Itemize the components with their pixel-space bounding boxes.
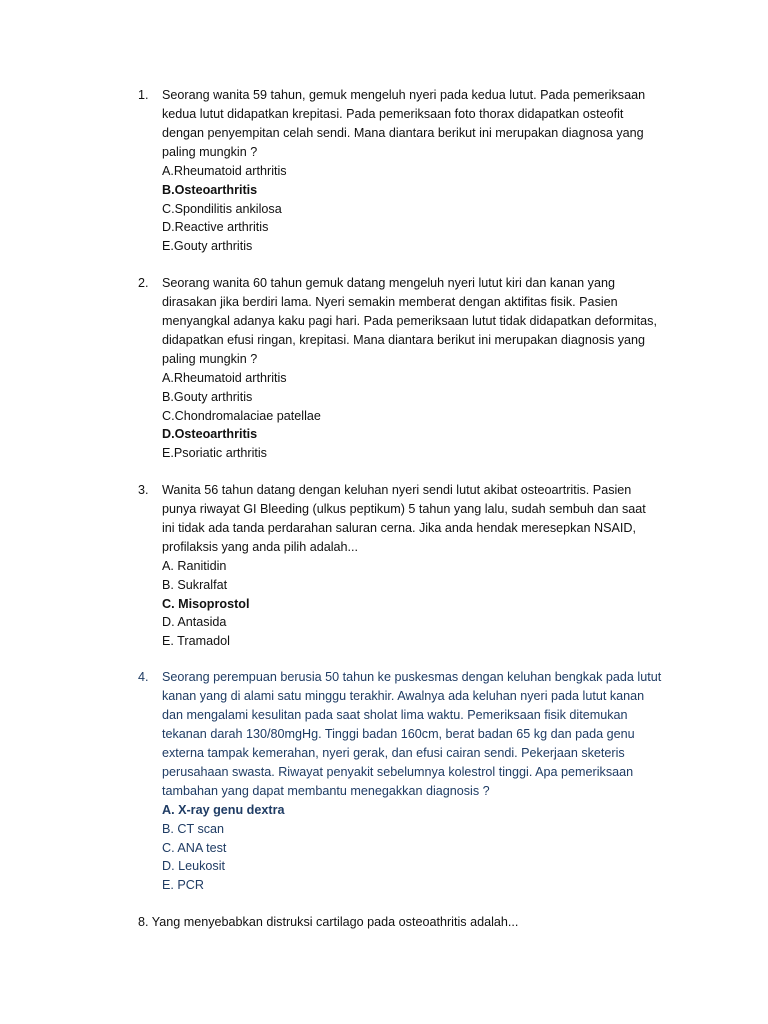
question-text-line: Seorang wanita 59 tahun, gemuk mengeluh nyeri pada kedua lutut. Pada pemeriksaan (162, 88, 646, 102)
option-d: D. Leukosit (162, 859, 225, 874)
question-text-line: Seorang perempuan berusia 50 tahun ke puskesmas dengan keluhan bengkak pada lutut (162, 670, 662, 684)
question-text-line: kedua lutut didapatkan krepitasi. Pada pemeriksaan foto thorax didapatkan osteofit (162, 107, 624, 121)
option-e: E. PCR (162, 878, 204, 893)
question-2 (138, 274, 678, 463)
question-text-line: profilaksis yang anda pilih adalah... (162, 540, 359, 554)
question-text-line: dirasakan jika berdiri lama. Nyeri semakin memberat dengan aktifitas fisik. Pasien (162, 295, 618, 309)
question-number: 4. (138, 670, 149, 684)
option-a: A.Rheumatoid arthritis (162, 164, 287, 178)
question-text-line: Seorang wanita 60 tahun gemuk datang mengeluh nyeri lutut kiri dan kanan yang (162, 276, 615, 290)
option-a: A. Ranitidin (162, 559, 227, 573)
question-text-line: kanan yang di alami satu minggu terakhir. Awalnya ada keluhan nyeri pada lutut kanan (162, 689, 645, 703)
question-1 (138, 86, 678, 256)
question-text-line: menyangkal adanya kaku pagi hari. Pada pemeriksaan lutut tidak didapatkan deformitas, (162, 314, 657, 328)
option-e: E.Gouty arthritis (162, 239, 253, 254)
option-e: E.Psoriatic arthritis (162, 446, 267, 461)
question-text-line: dengan penyempitan celah sendi. Mana diantara berikut ini merupakan diagnosa yang (162, 126, 644, 140)
question-text-line: tambahan yang dapat membantu menegakkan diagnosis ? (162, 784, 490, 798)
option-b: B. CT scan (162, 821, 225, 836)
question-8: 8. Yang menyebabkan distruksi cartilago pada osteoathritis adalah... (138, 915, 519, 929)
option-b: B.Gouty arthritis (162, 389, 253, 404)
question-text-line: dan mengalami kesulitan pada saat sholat lima waktu. Pemeriksaan fisik ditemukan (162, 708, 628, 722)
question-number: 1. (138, 88, 149, 102)
question-text-line: ini tidak ada tanda perdarahan saluran cerna. Jika anda hendak meresepkan NSAID, (162, 521, 636, 535)
option-c-answer: C. Misoprostol (162, 596, 250, 611)
option-a: A.Rheumatoid arthritis (162, 371, 287, 385)
option-d: D.Reactive arthritis (162, 220, 269, 235)
option-c: C.Chondromalaciae patellae (162, 408, 321, 423)
question-text-line: paling mungkin ? (162, 145, 258, 159)
option-d-answer: D.Osteoarthritis (162, 427, 258, 442)
question-3 (138, 481, 678, 651)
option-c: C.Spondilitis ankilosa (162, 201, 282, 216)
question-number: 3. (138, 483, 149, 497)
question-text-line: Wanita 56 tahun datang dengan keluhan nyeri sendi lutut akibat osteoartritis. Pasien (162, 483, 632, 497)
option-d: D. Antasida (162, 615, 227, 630)
option-a-answer: A. X-ray genu dextra (162, 803, 285, 817)
option-b: B. Sukralfat (162, 577, 228, 592)
option-c: C. ANA test (162, 840, 227, 855)
question-text-line: punya riwayat GI Bleeding (ulkus peptikum) 5 tahun yang lalu, sudah sembuh dan saat (162, 502, 646, 516)
question-text-line: tekanan darah 130/80mgHg. Tinggi badan 160cm, berat badan 65 kg dan pada genu (162, 727, 635, 741)
option-b-answer: B.Osteoarthritis (162, 182, 258, 197)
question-4 (138, 668, 678, 895)
question-text-line: paling mungkin ? (162, 352, 258, 366)
question-number: 2. (138, 276, 149, 290)
question-text-line: didapatkan efusi ringan, krepitasi. Mana diantara berikut ini merupakan diagnosis yang (162, 333, 646, 347)
question-text-line: perusahaan swasta. Riwayat penyakit sebelumnya kolestrol tinggi. Apa pemeriksaan (162, 765, 634, 779)
option-e: E. Tramadol (162, 634, 230, 649)
question-text-line: externa tampak kemerahan, nyeri gerak, dan efusi cairan sendi. Pekerjaan sketeris (162, 746, 625, 760)
